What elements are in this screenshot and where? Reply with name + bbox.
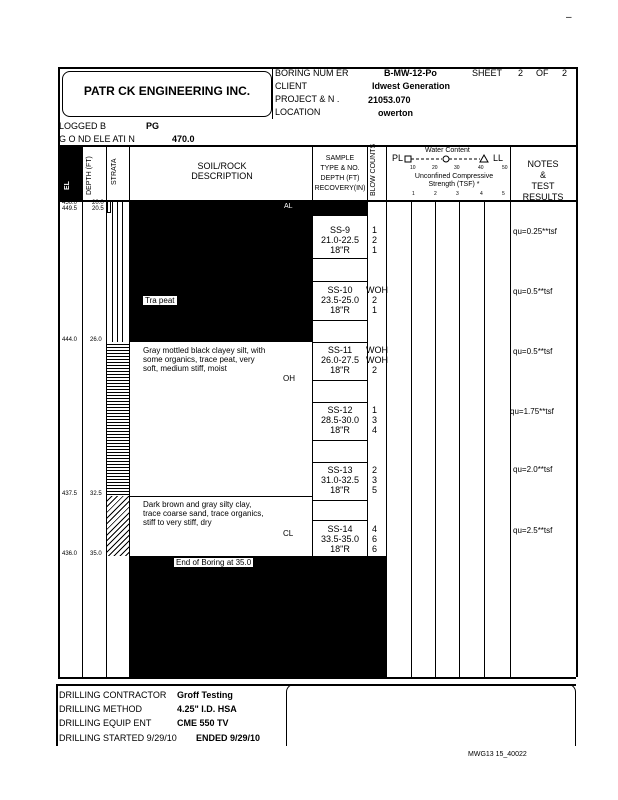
test-note: qu=2.0**tsf xyxy=(513,465,553,474)
strata-silt-pattern xyxy=(107,342,129,496)
company-box xyxy=(62,71,272,117)
pl-label: PL xyxy=(392,153,404,163)
strata-peat-line xyxy=(122,201,123,342)
sample-entry xyxy=(313,345,367,375)
sample-depth: 26.0-27.5 xyxy=(320,355,360,365)
method-value: 4.25" I.D. HSA xyxy=(177,704,237,714)
layer2-description xyxy=(143,346,265,373)
ucs-label-line: Unconfined Compressive xyxy=(414,173,494,180)
sample-entry xyxy=(313,405,367,435)
blow-count: 6 xyxy=(372,544,378,554)
sample-id: SS-14 xyxy=(327,524,353,534)
depth-label: 32.5 xyxy=(90,491,102,497)
trace-peat-label: Tra peat xyxy=(145,296,175,305)
blow-count: 5 xyxy=(372,485,378,495)
equip-label: DRILLING EQUIP ENT xyxy=(59,718,152,728)
table-bottom-rule xyxy=(58,677,576,679)
project-label: PROJECT & N . xyxy=(275,94,340,104)
chart-grid-line xyxy=(459,200,460,677)
depth-label: 20.5 xyxy=(92,206,104,212)
test-note: qu=0.25**tsf xyxy=(513,227,557,236)
elev-label: 444.0 xyxy=(62,337,78,343)
footer-left-rule xyxy=(56,684,58,746)
blow-count: 2 xyxy=(372,365,378,375)
ucs-ticks xyxy=(408,191,510,199)
end-of-boring: End of Boring at 35.0 xyxy=(176,558,252,567)
top-tag: AL xyxy=(284,203,293,210)
sample-id: SS-10 xyxy=(327,285,353,295)
sample-id: SS-11 xyxy=(327,345,353,355)
depth-label: 20.0 xyxy=(92,200,104,206)
elev-label: 437.5 xyxy=(62,491,78,497)
test-note: qu=2.5**tsf xyxy=(513,526,553,535)
sample-id: SS-13 xyxy=(327,465,353,475)
strata-clay-pattern xyxy=(107,496,129,556)
equip-value: CME 550 TV xyxy=(177,718,229,728)
ended-label: ENDED 9/29/10 xyxy=(196,733,261,743)
strata-peat-line xyxy=(112,201,113,342)
sheet-label: SHEET xyxy=(472,68,503,78)
elev-header: EL xyxy=(64,181,71,190)
elev-label: 436.0 xyxy=(62,551,78,557)
layer3-code: CL xyxy=(283,529,294,538)
location-value: owerton xyxy=(378,108,413,118)
blow-count: 2 xyxy=(372,465,378,475)
blow-count: 3 xyxy=(372,475,378,485)
blow-counts xyxy=(366,345,388,375)
ucs-tick: 5 xyxy=(502,191,505,197)
sample-recovery: 18"R xyxy=(330,544,350,554)
sample-rule xyxy=(313,402,367,403)
blow-count: 1 xyxy=(372,245,378,255)
sample-entry xyxy=(313,285,367,315)
blow-col-fill xyxy=(368,556,386,677)
test-note: qu=0.5**tsf xyxy=(513,287,553,296)
blow-count: WOH xyxy=(366,355,388,365)
wc-tick: 40 xyxy=(478,165,484,171)
location-label: LOCATION xyxy=(275,107,321,117)
description-header-line: DESCRIPTION xyxy=(191,171,253,181)
elev-header-fill xyxy=(59,146,82,200)
blow-count: 4 xyxy=(372,524,378,534)
chart-grid-line xyxy=(484,200,485,677)
layer3-line: stiff to very stiff, dry xyxy=(143,518,212,527)
blow-counts xyxy=(366,285,388,315)
sample-rule xyxy=(313,281,367,282)
blow-counts xyxy=(372,225,377,255)
strata-header: STRATA xyxy=(111,158,118,185)
client-label: CLIENT xyxy=(275,81,308,91)
ground-elev-label: G O ND ELE ATI N xyxy=(59,134,135,144)
sample-header-line: SAMPLE xyxy=(325,155,355,162)
sample-id: SS-12 xyxy=(327,405,353,415)
sample-rule xyxy=(313,320,367,321)
sample-rule xyxy=(313,500,367,501)
footer-right-box xyxy=(286,684,576,746)
notes-header-line: TEST RESULTS xyxy=(522,181,564,202)
depth-label: 26.0 xyxy=(90,337,102,343)
description-header xyxy=(132,161,312,181)
test-note: qu=0.5**tsf xyxy=(513,347,553,356)
wc-tick: 20 xyxy=(432,165,438,171)
sample-depth: 28.5-30.0 xyxy=(320,415,360,425)
elev-label: 449.5 xyxy=(62,206,78,212)
ll-label: LL xyxy=(493,153,504,163)
sample-recovery: 18"R xyxy=(330,245,350,255)
ucs-tick: 1 xyxy=(412,191,415,197)
sample-rule xyxy=(313,462,367,463)
wc-tick: 10 xyxy=(410,165,416,171)
contractor-value: Groff Testing xyxy=(177,690,233,700)
wc-ticks xyxy=(408,165,510,173)
blow-counts xyxy=(372,524,377,554)
notes-header xyxy=(510,159,576,203)
ucs-label-line: Strength (TSF) * xyxy=(428,181,480,188)
blow-counts xyxy=(372,405,377,435)
col-rule-elev xyxy=(82,145,83,677)
depth-label: 35.0 xyxy=(90,551,102,557)
blow-count: WOH xyxy=(366,345,388,355)
table-header-top-rule xyxy=(58,145,576,147)
sample-recovery: 18"R xyxy=(330,365,350,375)
started-label: DRILLING STARTED 9/29/10 xyxy=(59,733,177,743)
header-divider xyxy=(272,67,273,119)
contractor-label: DRILLING CONTRACTOR xyxy=(59,690,167,700)
blow-count: 3 xyxy=(372,415,378,425)
depth-header: DEPTH (FT) xyxy=(86,156,93,195)
project-value: 21053.070 xyxy=(368,95,411,105)
sample-recovery: 18"R xyxy=(330,485,350,495)
blow-count: 1 xyxy=(372,305,378,315)
notes-header-line: NOTES xyxy=(527,159,559,169)
boring-value: B-MW-12-Po xyxy=(384,68,437,78)
sample-rule xyxy=(313,440,367,441)
boring-label: BORING NUM ER xyxy=(275,68,349,78)
col-rule-blow xyxy=(386,145,387,677)
strata-peat-line xyxy=(117,201,118,342)
sample-col-fill xyxy=(313,201,367,215)
sheet-num: 2 xyxy=(518,68,524,78)
layer3-line: trace coarse sand, trace organics, xyxy=(143,509,264,518)
ucs-label xyxy=(396,173,512,189)
sample-col-fill xyxy=(313,556,367,677)
water-content-label: Water Content xyxy=(425,147,470,154)
sample-header-line: TYPE & NO. xyxy=(320,165,360,172)
wc-tick: 50 xyxy=(502,165,508,171)
blow-count: 2 xyxy=(372,295,378,305)
sample-entry xyxy=(313,524,367,554)
chart-grid-line xyxy=(411,200,412,677)
sample-depth: 33.5-35.0 xyxy=(320,534,360,544)
blow-count: 1 xyxy=(372,405,378,415)
sample-rule xyxy=(313,520,367,521)
sample-rule xyxy=(313,258,367,259)
sample-recovery: 18"R xyxy=(330,425,350,435)
blow-counts xyxy=(372,465,377,495)
layer2-line: Gray mottled black clayey silt, with xyxy=(143,346,266,355)
sample-depth: 23.5-25.0 xyxy=(320,295,360,305)
corner-mark: – xyxy=(566,12,572,23)
blow-count: 4 xyxy=(372,425,378,435)
layer-boundary xyxy=(130,496,312,497)
blow-header: BLOW COUNTS xyxy=(370,143,377,196)
logged-label: LOGGED B xyxy=(59,121,107,131)
client-value: Idwest Generation xyxy=(372,81,451,91)
page-right-rule xyxy=(576,67,578,677)
description-header-line: SOIL/ROCK xyxy=(197,161,247,171)
sample-header-line: DEPTH (FT) xyxy=(320,175,360,182)
sample-rule xyxy=(313,342,367,343)
blow-count: 1 xyxy=(372,225,378,235)
sample-recovery: 18"R xyxy=(330,305,350,315)
ground-elev-value: 470.0 xyxy=(172,134,195,144)
test-note: qu=1.75**tsf xyxy=(510,407,554,416)
ucs-tick: 2 xyxy=(434,191,437,197)
blow-count: 6 xyxy=(372,534,378,544)
wc-tick: 30 xyxy=(454,165,460,171)
strata-top-mark xyxy=(107,201,111,213)
layer3-description xyxy=(143,500,264,527)
company-name: PATR CK ENGINEERING INC. xyxy=(83,84,251,98)
sample-rule xyxy=(313,380,367,381)
logged-value: PG xyxy=(146,121,160,131)
sample-entry xyxy=(313,465,367,495)
layer2-code: OH xyxy=(283,374,295,383)
sample-entry xyxy=(313,225,367,255)
method-label: DRILLING METHOD xyxy=(59,704,143,714)
sheet-total: 2 xyxy=(562,68,568,78)
layer2-line: some organics, trace peat, very xyxy=(143,355,255,364)
peat-layer-block xyxy=(130,201,312,342)
sample-depth: 31.0-32.5 xyxy=(320,475,360,485)
ucs-tick: 4 xyxy=(480,191,483,197)
sample-id: SS-9 xyxy=(329,225,350,235)
layer3-line: Dark brown and gray silty clay, xyxy=(143,500,252,509)
ucs-tick: 3 xyxy=(456,191,459,197)
chart-grid-line xyxy=(435,200,436,677)
layer2-line: soft, medium stiff, moist xyxy=(143,364,227,373)
blow-count: WOH xyxy=(366,285,388,295)
blow-count: 2 xyxy=(372,235,378,245)
doc-id: MWG13 15_40022 xyxy=(468,751,527,758)
sample-rule xyxy=(313,215,367,216)
sample-depth: 21.0-22.5 xyxy=(320,235,360,245)
sample-header-line: RECOVERY(IN) xyxy=(314,185,366,192)
sheet-of: OF xyxy=(536,68,549,78)
sample-header xyxy=(313,154,367,194)
elev-label: 450.0 xyxy=(62,200,78,206)
end-block xyxy=(130,556,312,677)
notes-header-line: & xyxy=(539,170,546,180)
